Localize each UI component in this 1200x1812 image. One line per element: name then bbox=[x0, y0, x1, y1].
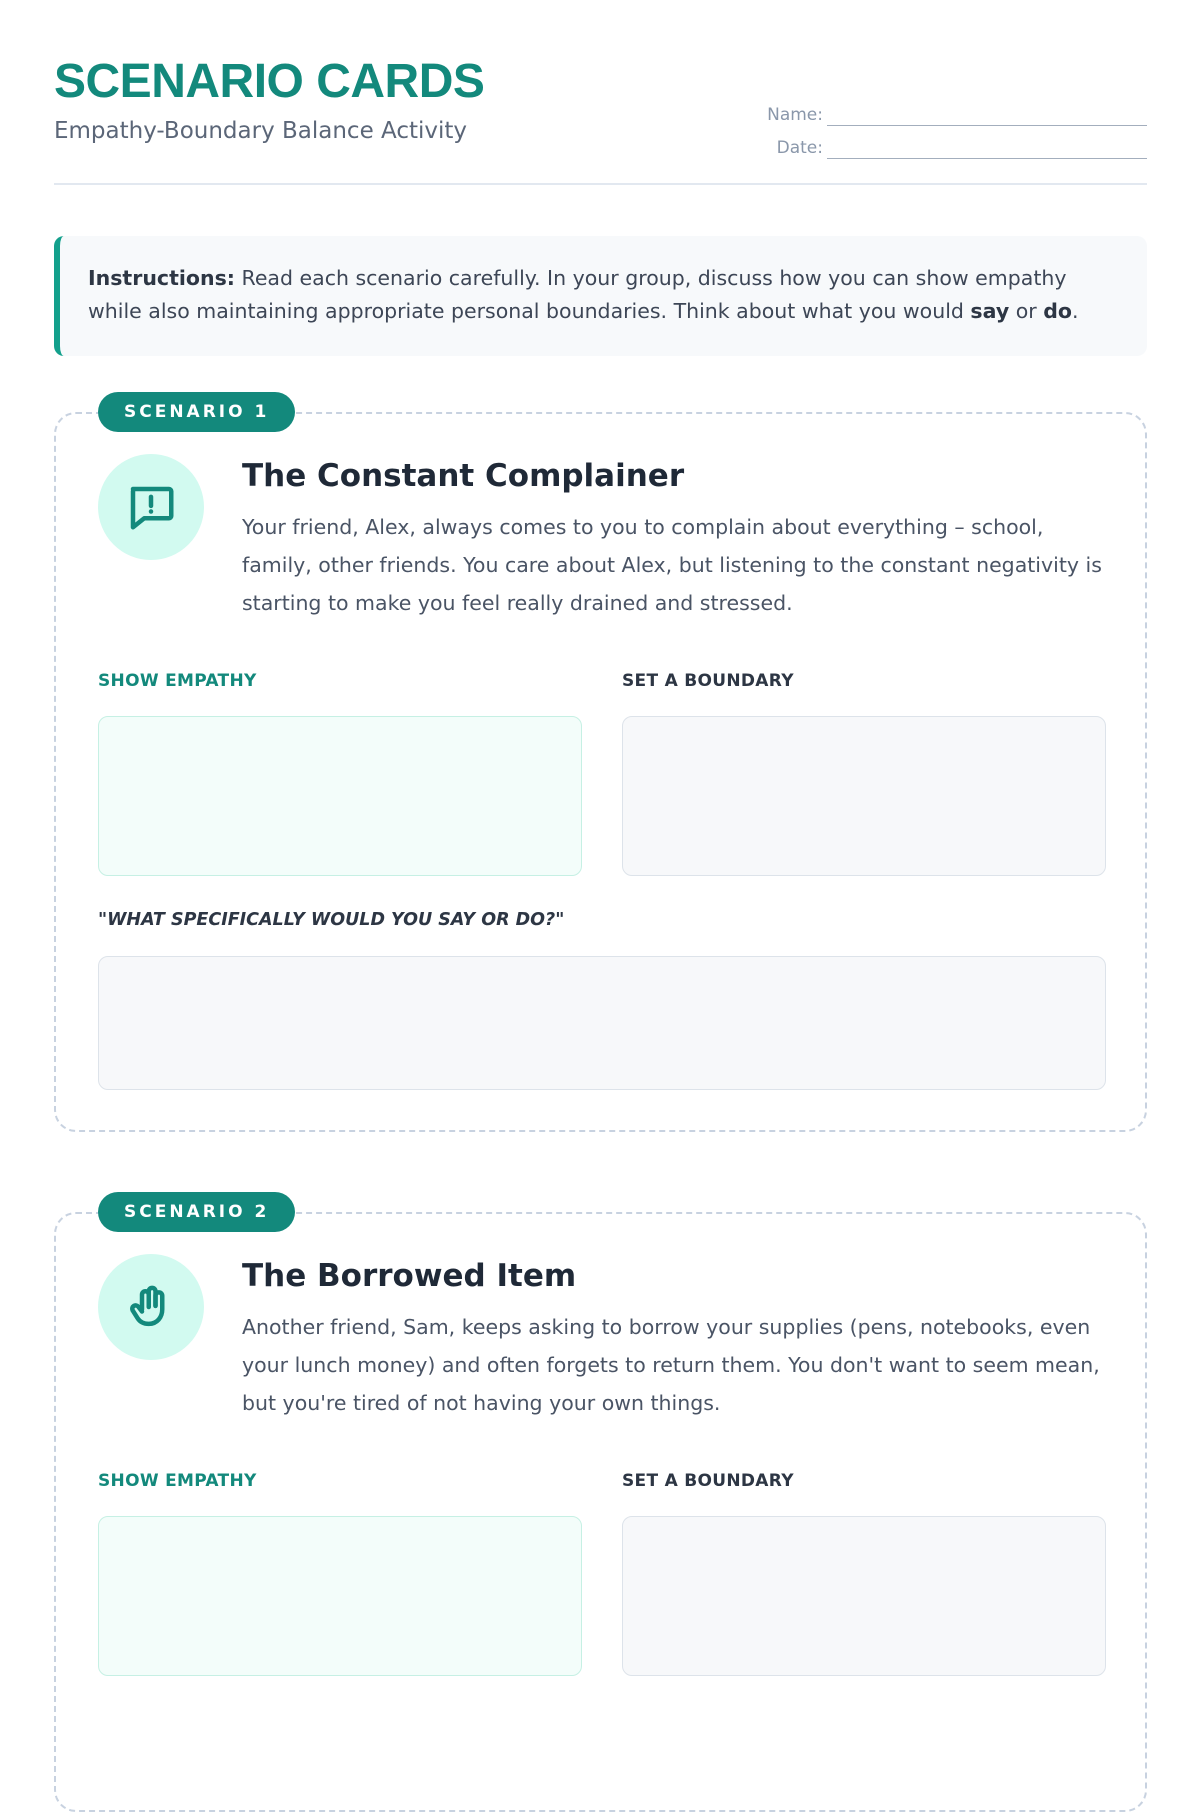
scenario-badge: SCENARIO 2 bbox=[98, 1192, 295, 1232]
scenario-title: The Borrowed Item bbox=[242, 1258, 577, 1294]
header bbox=[54, 0, 1147, 185]
page-title: SCENARIO CARDS bbox=[54, 55, 485, 108]
instructions-end: . bbox=[1071, 299, 1079, 323]
alert-message-icon bbox=[98, 454, 204, 560]
say-or-do-answer-box[interactable] bbox=[98, 956, 1106, 1090]
instructions-lead: Instructions: bbox=[88, 266, 235, 290]
name-date-fields bbox=[747, 93, 1147, 159]
date-row bbox=[747, 126, 1147, 159]
name-row bbox=[747, 93, 1147, 126]
scenario-card-2 bbox=[54, 1202, 1147, 1812]
instructions-text: Read each scenario carefully. In your group, discuss how you can show empathy while also maintaining appropriate personal boundaries. Think about what you would bbox=[88, 266, 1067, 323]
name-label: Name: bbox=[767, 105, 823, 125]
instructions-or: or bbox=[1009, 299, 1044, 323]
show-empathy-label: SHOW EMPATHY bbox=[98, 671, 257, 691]
boundary-answer-box[interactable] bbox=[622, 716, 1106, 876]
say-or-do-label: "WHAT SPECIFICALLY WOULD YOU SAY OR DO?" bbox=[98, 910, 565, 930]
empathy-answer-box[interactable] bbox=[98, 1516, 582, 1676]
boundary-answer-box[interactable] bbox=[622, 1516, 1106, 1676]
scenario-title: The Constant Complainer bbox=[242, 458, 685, 494]
scenario-badge: SCENARIO 1 bbox=[98, 392, 295, 432]
set-boundary-label: SET A BOUNDARY bbox=[622, 671, 794, 691]
scenario-description: Another friend, Sam, keeps asking to borrow your supplies (pens, notebooks, even your lunch money) and often forgets to return them. You don't want to seem mean, but you're tired of not having your own things. bbox=[242, 1315, 1100, 1415]
show-empathy-label: SHOW EMPATHY bbox=[98, 1471, 257, 1491]
set-boundary-label: SET A BOUNDARY bbox=[622, 1471, 794, 1491]
worksheet-page bbox=[54, 0, 1147, 1491]
name-line[interactable] bbox=[827, 107, 1147, 126]
scenario-description: Your friend, Alex, always comes to you to complain about everything – school, family, other friends. You care about Alex, but listening to the constant negativity is starting to make you feel really drained and stressed. bbox=[242, 515, 1102, 615]
hand-icon bbox=[98, 1254, 204, 1360]
page-subtitle: Empathy-Boundary Balance Activity bbox=[54, 118, 468, 144]
instructions-box bbox=[54, 236, 1147, 356]
scenario-card-1 bbox=[54, 402, 1147, 1132]
date-label: Date: bbox=[776, 138, 823, 158]
empathy-answer-box[interactable] bbox=[98, 716, 582, 876]
date-line[interactable] bbox=[827, 140, 1147, 159]
instructions-say: say bbox=[970, 299, 1010, 323]
instructions-do: do bbox=[1043, 299, 1072, 323]
